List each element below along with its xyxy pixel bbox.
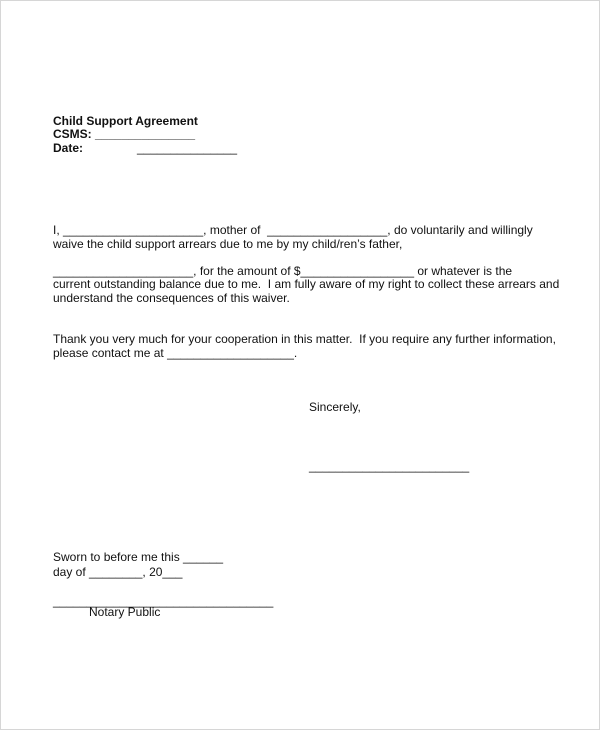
paragraph-2-line-2: current outstanding balance due to me. I am fully aware of my right to collect these arrears and (53, 277, 560, 291)
notary-label: Notary Public (89, 605, 161, 619)
paragraph-1-line-1: I, _____________________, mother of __________________, do voluntarily and willingly (53, 223, 533, 237)
paragraph-2-line-3: understand the consequences of this waiver. (53, 291, 290, 305)
document-title: Child Support Agreement (53, 114, 198, 128)
paragraph-1-line-2: waive the child support arrears due to me by my child/ren’s father, (53, 237, 403, 251)
signature-line: ________________________ (309, 459, 470, 473)
closing-sincerely: Sincerely, (309, 400, 361, 414)
sworn-line-1: Sworn to before me this ______ (53, 550, 224, 564)
csms-field: CSMS: _______________ (53, 127, 196, 141)
sworn-line-2: day of ________, 20___ (53, 565, 183, 579)
notary-signature-line: _________________________________ (53, 594, 274, 608)
date-blank: _______________ (137, 141, 238, 155)
paragraph-2-line-1: _____________________, for the amount of $_________________ or whatever is the (53, 264, 513, 278)
paragraph-3-line-2: please contact me at ___________________. (53, 346, 298, 360)
date-label: Date: (53, 141, 84, 155)
paragraph-3-line-1: Thank you very much for your cooperation in this matter. If you require any further information, (53, 332, 556, 346)
